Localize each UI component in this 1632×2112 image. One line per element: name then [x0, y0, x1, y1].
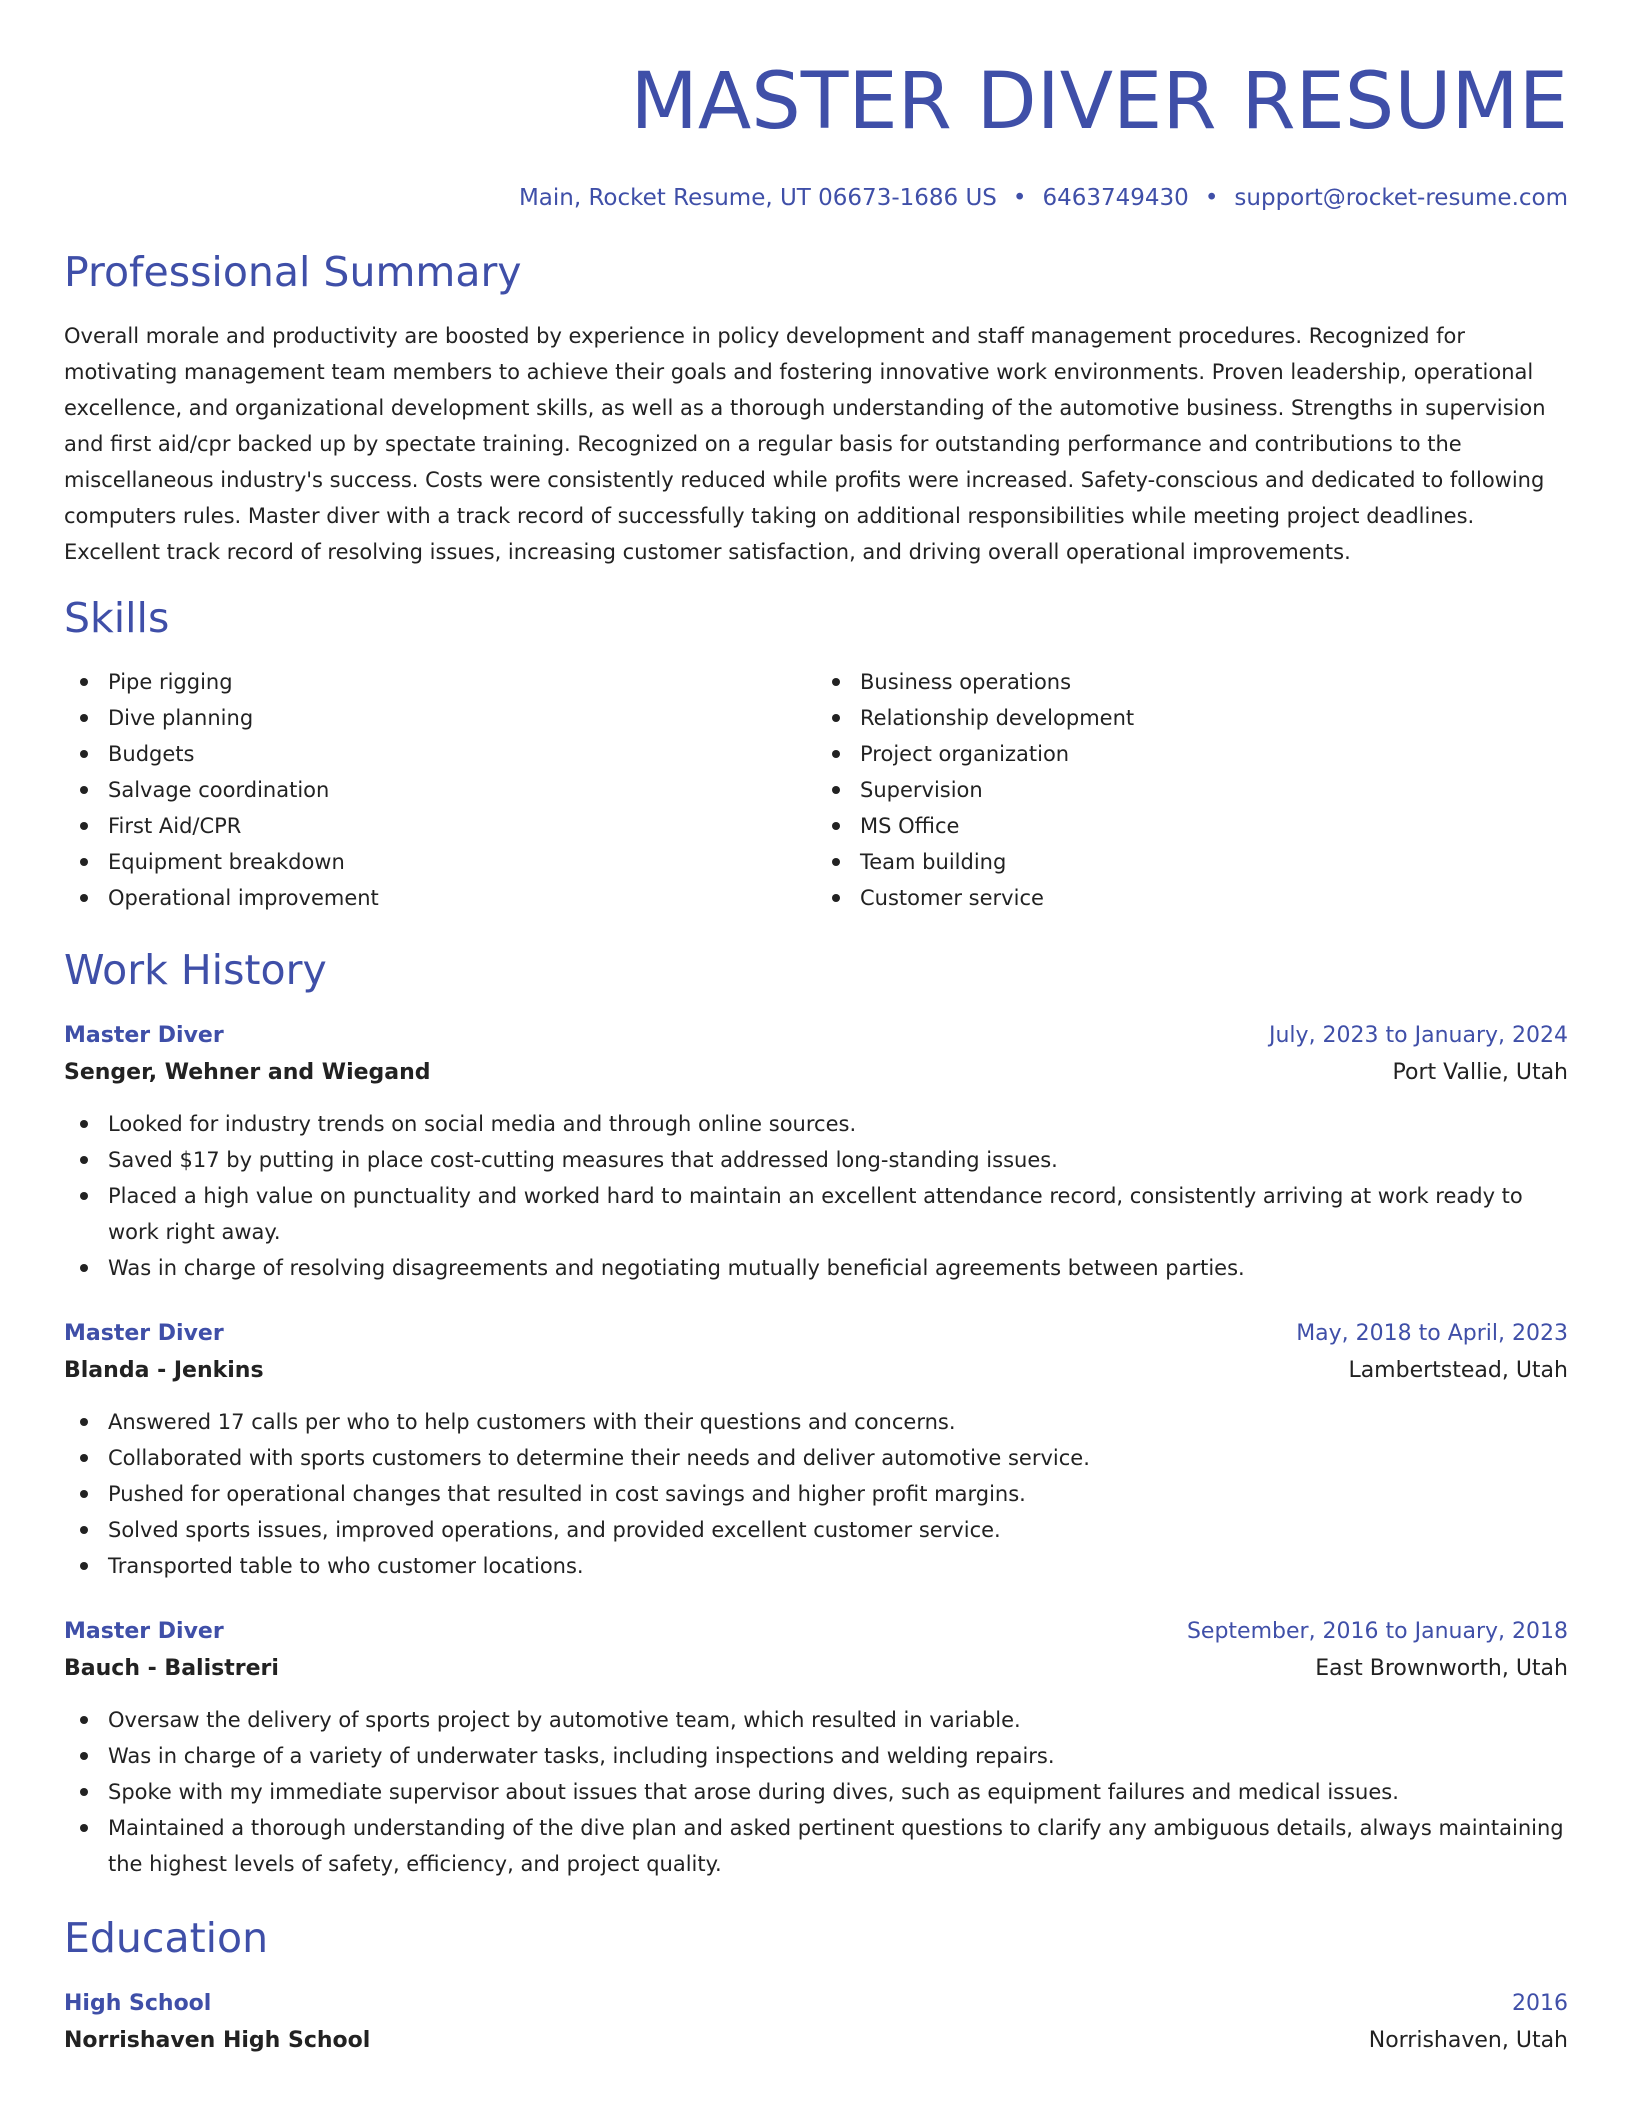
contact-line: [64, 182, 1568, 214]
job-company: Senger, Wehner and Wiegand: [64, 1060, 431, 1085]
job-dates: July, 2023 to January, 2024: [1269, 1023, 1568, 1048]
skills-list-left: [64, 664, 816, 916]
job-header-row: [64, 1316, 1568, 1352]
job-duty: Maintained a thorough understanding of the dive plan and asked pertinent questions to clarify any ambiguous details, always maintaining the highest levels of safety, efficiency, and project quality.: [108, 1810, 1568, 1882]
contact-separator: •: [1204, 185, 1219, 211]
job-duty: Looked for industry trends on social media and through online sources.: [108, 1106, 1568, 1142]
job-duty: Answered 17 calls per who to help customers with their questions and concerns.: [108, 1404, 1568, 1440]
education-degree: High School: [64, 1991, 212, 2016]
work-history-heading: Work History: [64, 946, 327, 994]
contact-address: Main, Rocket Resume, UT 06673-1686 US: [518, 185, 997, 211]
job-duties: [64, 1404, 1568, 1584]
skill-item: First Aid/CPR: [108, 808, 816, 844]
skill-item: Equipment breakdown: [108, 844, 816, 880]
job-duty: Saved $17 by putting in place cost-cutting measures that addressed long-standing issues.: [108, 1142, 1568, 1178]
contact-email[interactable]: support@rocket-resume.com: [1234, 185, 1568, 211]
skills-columns: [64, 664, 1568, 916]
resume-title: MASTER DIVER RESUME: [630, 57, 1568, 147]
job-header-row: [64, 1614, 1568, 1650]
job-duty: Transported table to who customer locations.: [108, 1548, 1568, 1584]
education-school: Norrishaven High School: [64, 2028, 371, 2053]
job-entry: [64, 1018, 1568, 1286]
job-company-row: [64, 1054, 1568, 1092]
job-location: Port Vallie, Utah: [1392, 1060, 1568, 1085]
job-entry: [64, 1614, 1568, 1882]
job-entry: [64, 1316, 1568, 1584]
summary-heading: Professional Summary: [64, 248, 522, 296]
skill-item: MS Office: [860, 808, 1568, 844]
skill-item: Supervision: [860, 772, 1568, 808]
education-header-row: [64, 1986, 1568, 2022]
job-company-row: [64, 1352, 1568, 1390]
skills-heading: Skills: [64, 594, 170, 642]
education-heading: Education: [64, 1914, 269, 1962]
job-title: Master Diver: [64, 1023, 224, 1048]
job-dates: September, 2016 to January, 2018: [1186, 1619, 1568, 1644]
job-title: Master Diver: [64, 1619, 224, 1644]
education-year: 2016: [1512, 1991, 1568, 2016]
education-location: Norrishaven, Utah: [1368, 2028, 1568, 2053]
job-dates: May, 2018 to April, 2023: [1296, 1321, 1568, 1346]
job-duty: Oversaw the delivery of sports project by automotive team, which resulted in variable.: [108, 1702, 1568, 1738]
skill-item: Relationship development: [860, 700, 1568, 736]
contact-phone: 6463749430: [1042, 185, 1189, 211]
job-duty: Collaborated with sports customers to determine their needs and deliver automotive service.: [108, 1440, 1568, 1476]
skill-item: Customer service: [860, 880, 1568, 916]
skill-item: Budgets: [108, 736, 816, 772]
job-duty: Solved sports issues, improved operations, and provided excellent customer service.: [108, 1512, 1568, 1548]
resume-header: [64, 0, 1568, 214]
skill-item: Team building: [860, 844, 1568, 880]
education-school-row: [64, 2022, 1568, 2060]
skills-list-right: [816, 664, 1568, 916]
contact-separator: •: [1012, 185, 1027, 211]
skill-item: Operational improvement: [108, 880, 816, 916]
job-title: Master Diver: [64, 1321, 224, 1346]
job-company: Bauch - Balistreri: [64, 1656, 279, 1681]
job-duty: Was in charge of resolving disagreements and negotiating mutually beneficial agreements between parties.: [108, 1250, 1568, 1286]
job-company-row: [64, 1650, 1568, 1688]
skill-item: Business operations: [860, 664, 1568, 700]
skill-item: Pipe rigging: [108, 664, 816, 700]
skill-item: Dive planning: [108, 700, 816, 736]
summary-text: Overall morale and productivity are boosted by experience in policy development and staff management procedures. Recognized for motivating management team members to achieve their goals and fostering innovative work environments. Proven leadership, operational excellence, and organizational development skills, as well as a thorough understanding of the automotive business. Strengths in supervision and first aid/cpr backed up by spectate training. Recognized on a regular basis for outstanding performance and contributions to the miscellaneous industry's success. Costs were consistently reduced while profits were increased. Safety-conscious and dedicated to following computers rules. Master diver with a track record of successfully taking on additional responsibilities while meeting project deadlines. Excellent track record of resolving issues, increasing customer satisfaction, and driving overall operational improvements.: [64, 324, 1546, 564]
job-duty: Spoke with my immediate supervisor about issues that arose during dives, such as equipment failures and medical issues.: [108, 1774, 1568, 1810]
skill-item: Project organization: [860, 736, 1568, 772]
skill-item: Salvage coordination: [108, 772, 816, 808]
education-entry: [64, 1986, 1568, 2060]
job-duty: Was in charge of a variety of underwater tasks, including inspections and welding repairs.: [108, 1738, 1568, 1774]
job-duty: Placed a high value on punctuality and worked hard to maintain an excellent attendance record, consistently arriving at work ready to work right away.: [108, 1178, 1568, 1250]
job-duties: [64, 1106, 1568, 1286]
job-company: Blanda - Jenkins: [64, 1358, 264, 1383]
job-location: East Brownworth, Utah: [1315, 1656, 1568, 1681]
job-duty: Pushed for operational changes that resulted in cost savings and higher profit margins.: [108, 1476, 1568, 1512]
job-header-row: [64, 1018, 1568, 1054]
job-location: Lambertstead, Utah: [1348, 1358, 1568, 1383]
job-duties: [64, 1702, 1568, 1882]
